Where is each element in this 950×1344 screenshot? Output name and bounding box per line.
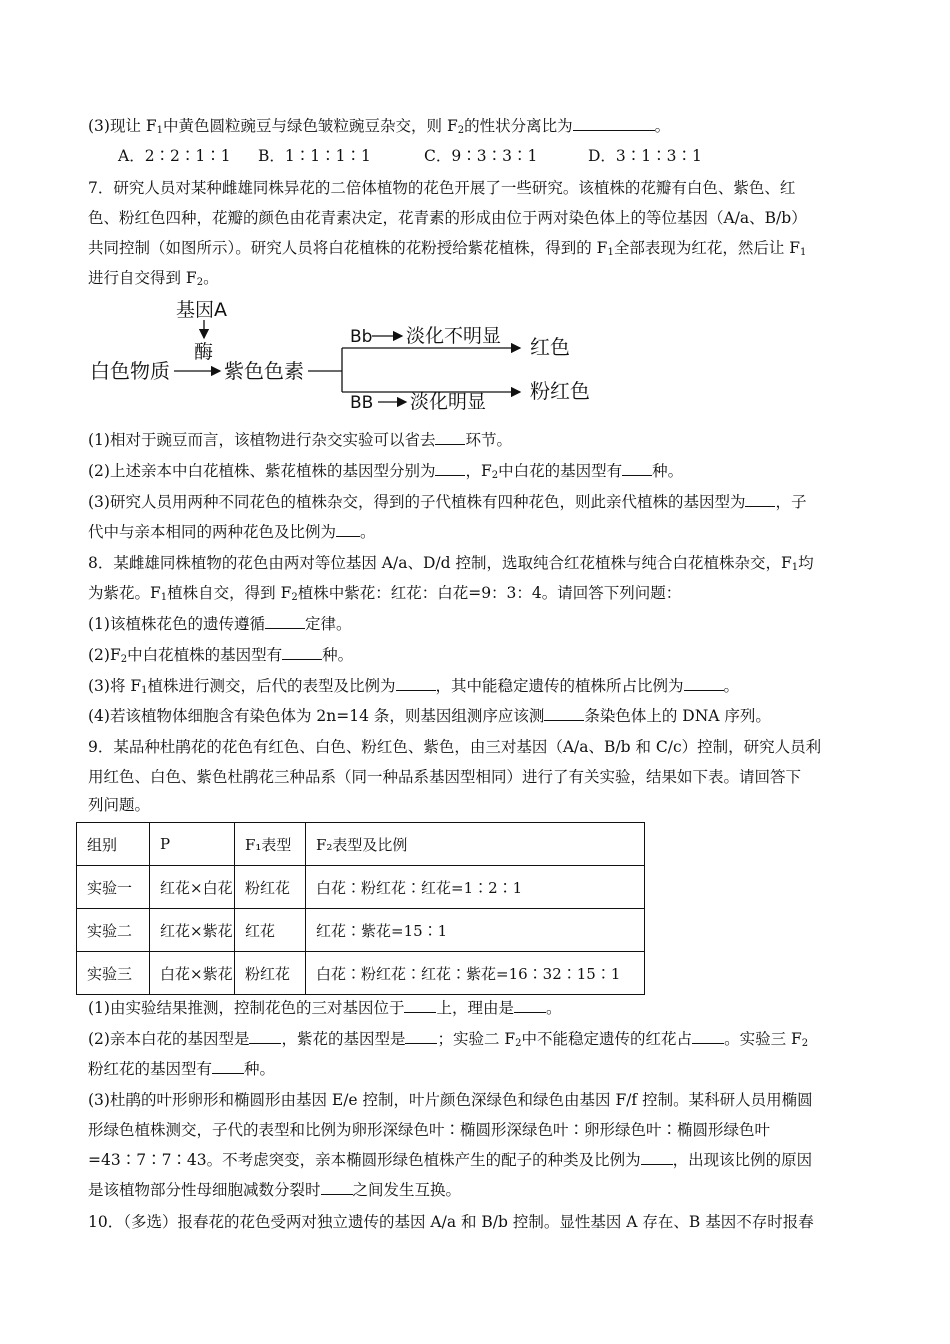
header-cell: P xyxy=(150,823,235,866)
q7-part1 xyxy=(88,430,512,450)
q7-stem-line4 xyxy=(88,268,219,288)
text: (1)相对于豌豆而言，该植物进行杂交实验可以省去 xyxy=(88,431,436,449)
text: ，紫花的基因型是 xyxy=(281,1030,406,1048)
q8-part1 xyxy=(88,614,351,634)
text: 。 xyxy=(203,269,219,287)
text: 中白花的基因型有 xyxy=(498,462,623,480)
text: ，其中能稳定遗传的植株所占比例为 xyxy=(435,677,684,695)
q9-part3-line2: 形绿色植株测交，子代的表型和比例为卵形深绿色叶∶椭圆形深绿色叶∶卵形绿色叶∶椭圆形绿色叶 xyxy=(88,1121,771,1139)
text: 之间发生互换。 xyxy=(352,1181,462,1199)
text: 中不能稳定遗传的红花占 xyxy=(521,1030,693,1048)
q6-part3 xyxy=(88,116,670,136)
subscript: 1 xyxy=(607,247,614,258)
text: 定律。 xyxy=(304,615,352,633)
answer-blank[interactable] xyxy=(321,1180,353,1195)
pink-label: 粉红色 xyxy=(530,379,590,403)
table-cell: 红花×白花 xyxy=(150,866,235,909)
enzyme-label: 酶 xyxy=(194,341,214,363)
purple-pigment-label: 紫色色素 xyxy=(224,359,304,383)
answer-blank[interactable] xyxy=(622,461,652,476)
answer-blank[interactable] xyxy=(573,116,655,131)
text: (1)该植株花色的遗传遵循 xyxy=(88,615,265,633)
q8-part3 xyxy=(88,676,739,696)
q9-stem-line3: 列问题。 xyxy=(88,796,151,814)
table-cell: 粉红花 xyxy=(235,952,306,995)
text: 是该植物部分性母细胞减数分裂时 xyxy=(88,1181,321,1199)
q9-part2-line2 xyxy=(88,1059,275,1079)
table-cell: 实验一 xyxy=(77,866,150,909)
q9-part1 xyxy=(88,998,562,1018)
text: 植株中紫花：红花：白花=9：3：4。请回答下列问题： xyxy=(297,584,682,602)
table-cell: 红花 xyxy=(235,909,306,952)
text: (3)将 F xyxy=(88,677,142,695)
text: 全部表现为红花，然后让 F xyxy=(613,239,800,257)
text: 粉红花的基因型有 xyxy=(88,1060,213,1078)
text: 种。 xyxy=(244,1060,276,1078)
text: (2)上述亲本中白花植株、紫花植株的基因型分别为 xyxy=(88,462,436,480)
option-d[interactable]: D．3∶1∶3∶1 xyxy=(588,147,702,165)
q10-stem: 10．（多选）报春花的花色受两对独立遗传的基因 A/a 和 B/b 控制。显性基因 A 存在、B 基因不存时报春 xyxy=(88,1213,814,1231)
q6-options xyxy=(118,146,702,166)
q8-stem-line1 xyxy=(88,553,814,573)
text: 为紫花。F xyxy=(88,584,161,602)
option-c[interactable]: C．9∶3∶3∶1 xyxy=(424,147,538,165)
table-row xyxy=(77,952,645,995)
text: ，子 xyxy=(775,493,807,511)
answer-blank[interactable] xyxy=(514,998,546,1013)
q9-stem-line1: 9．某品种杜鹃花的花色有红色、白色、粉红色、紫色，由三对基因（A/a、B/b 和 C/c）控制，研究人员利 xyxy=(88,738,822,756)
answer-blank[interactable] xyxy=(684,676,724,691)
header-cell: F₁表型 xyxy=(235,823,306,866)
q7-stem-line3 xyxy=(88,238,806,258)
q7-stem-line2: 色、粉红色四种，花瓣的颜色由花青素决定，花青素的形成由位于两对染色体上的等位基因（A/a、B/b） xyxy=(88,209,807,227)
q9-part3-line1: (3)杜鹃的叶形卵形和椭圆形由基因 E/e 控制，叶片颜色深绿色和绿色由基因 F/f 控制。某科研人员用椭圆 xyxy=(88,1091,813,1109)
pigment-pathway-diagram xyxy=(88,290,628,420)
answer-blank[interactable] xyxy=(282,645,322,660)
experiment-table xyxy=(76,822,645,995)
text: 中白花植株的基因型有 xyxy=(127,646,283,664)
text: 进行自交得到 F xyxy=(88,269,197,287)
text: 的性状分离比为 xyxy=(464,117,573,135)
answer-blank[interactable] xyxy=(405,1029,437,1044)
fade-weak-label: 淡化不明显 xyxy=(406,325,502,347)
text: (3)现让 F xyxy=(88,117,157,135)
subscript: 2 xyxy=(515,1038,522,1049)
table-cell: 红花∶紫花=15∶1 xyxy=(306,909,645,952)
text: 。 xyxy=(654,117,671,135)
text: 。 xyxy=(360,523,376,541)
subscript: 1 xyxy=(156,125,164,136)
answer-blank[interactable] xyxy=(641,1150,673,1165)
q8-part4 xyxy=(88,706,771,726)
answer-blank[interactable] xyxy=(212,1059,244,1074)
text: 环节。 xyxy=(465,431,512,449)
text: 。 xyxy=(723,677,740,695)
answer-blank[interactable] xyxy=(544,706,584,721)
table-cell: 白花∶粉红花∶红花=1∶2∶1 xyxy=(306,866,645,909)
text: ，F xyxy=(465,462,492,480)
red-label: 红色 xyxy=(530,335,570,359)
answer-blank[interactable] xyxy=(745,492,775,507)
table-cell: 红花×紫花 xyxy=(150,909,235,952)
text: 共同控制（如图所示）。研究人员将白花植株的花粉授给紫花植株，得到的 F xyxy=(88,239,608,257)
text: 条染色体上的 DNA 序列。 xyxy=(584,707,771,725)
q9-stem-line2: 用红色、白色、紫色杜鹃花三种品系（同一种品系基因型相同）进行了有关实验，结果如下表。请回答下 xyxy=(88,768,802,786)
answer-blank[interactable] xyxy=(404,998,436,1013)
answer-blank[interactable] xyxy=(435,430,465,445)
text: (3)研究人员用两种不同花色的植株杂交，得到的子代植株有四种花色，则此亲代植株的基因型为 xyxy=(88,493,746,511)
q7-stem-line1: 7．研究人员对某种雌雄同株异花的二倍体植物的花色开展了一些研究。该植株的花瓣有白色、紫色、红 xyxy=(88,179,796,197)
subscript: 1 xyxy=(791,562,799,573)
answer-blank[interactable] xyxy=(336,522,360,537)
header-cell: 组别 xyxy=(77,823,150,866)
q7-part3-line1 xyxy=(88,492,806,512)
subscript: 1 xyxy=(141,685,148,696)
table-row xyxy=(77,866,645,909)
answer-blank[interactable] xyxy=(435,461,465,476)
text: =43∶7∶7∶43。不考虑突变，亲本椭圆形绿色植株产生的配子的种类及比例为 xyxy=(88,1151,641,1169)
fade-strong-label: 淡化明显 xyxy=(410,391,487,413)
header-cell: F₂表型及比例 xyxy=(306,823,645,866)
q7-part2 xyxy=(88,461,683,481)
table-cell: 粉红花 xyxy=(235,866,306,909)
answer-blank[interactable] xyxy=(396,676,436,691)
subscript: 2 xyxy=(291,592,298,603)
text: (2)F xyxy=(88,646,121,664)
gene-a-label: 基因A xyxy=(176,299,227,321)
white-substance-label: 白色物质 xyxy=(90,359,170,383)
text: 种。 xyxy=(652,462,684,480)
table-row xyxy=(77,909,645,952)
subscript: 2 xyxy=(457,125,465,136)
table-cell: 白花∶粉红花∶红花∶紫花=16∶32∶15∶1 xyxy=(306,952,645,995)
text: (2)亲本白花的基因型是 xyxy=(88,1030,250,1048)
q9-part3-line4 xyxy=(88,1180,461,1200)
q8-stem-line2 xyxy=(88,583,681,603)
subscript: 2 xyxy=(196,277,204,288)
subscript: 1 xyxy=(160,592,168,603)
q8-part2 xyxy=(88,645,353,665)
option-a[interactable]: A．2∶2∶1∶1 xyxy=(118,147,231,165)
bb-upper-label: Bb xyxy=(350,327,373,347)
text: ；实验二 F xyxy=(437,1030,516,1048)
text: 8．某雌雄同株植物的花色由两对等位基因 A/a、D/d 控制，选取纯合红花植株与纯合白花植株杂交，F xyxy=(88,554,792,572)
subscript: 1 xyxy=(800,247,807,258)
text: 上，理由是 xyxy=(436,999,514,1017)
text: ，出现该比例的原因 xyxy=(672,1151,813,1169)
q9-part2-line1 xyxy=(88,1029,808,1049)
subscript: 2 xyxy=(120,654,128,665)
answer-blank[interactable] xyxy=(265,614,305,629)
q7-part3-line2 xyxy=(88,522,376,542)
q9-part3-line3 xyxy=(88,1150,812,1170)
subscript: 2 xyxy=(491,470,499,481)
table-cell: 实验二 xyxy=(77,909,150,952)
option-b[interactable]: B．1∶1∶1∶1 xyxy=(258,147,371,165)
table-header-row xyxy=(77,823,645,866)
subscript: 2 xyxy=(801,1038,809,1049)
text: 。实验三 F xyxy=(724,1030,802,1048)
text: (1)由实验结果推测，控制花色的三对基因位于 xyxy=(88,999,405,1017)
text: 植株进行测交，后代的表型及比例为 xyxy=(147,677,396,695)
text: 种。 xyxy=(322,646,354,664)
table-cell: 实验三 xyxy=(77,952,150,995)
text: 植株自交，得到 F xyxy=(167,584,292,602)
text: 代中与亲本相同的两种花色及比例为 xyxy=(88,523,337,541)
bb-lower-label: BB xyxy=(350,393,374,413)
text: 。 xyxy=(545,999,562,1017)
text: 均 xyxy=(798,554,814,572)
answer-blank[interactable] xyxy=(249,1029,281,1044)
text: (4)若该植物体细胞含有染色体为 2n=14 条，则基因组测序应该测 xyxy=(88,707,545,725)
answer-blank[interactable] xyxy=(692,1029,724,1044)
text: 中黄色圆粒豌豆与绿色皱粒豌豆杂交，则 F xyxy=(163,117,458,135)
table-cell: 白花×紫花 xyxy=(150,952,235,995)
